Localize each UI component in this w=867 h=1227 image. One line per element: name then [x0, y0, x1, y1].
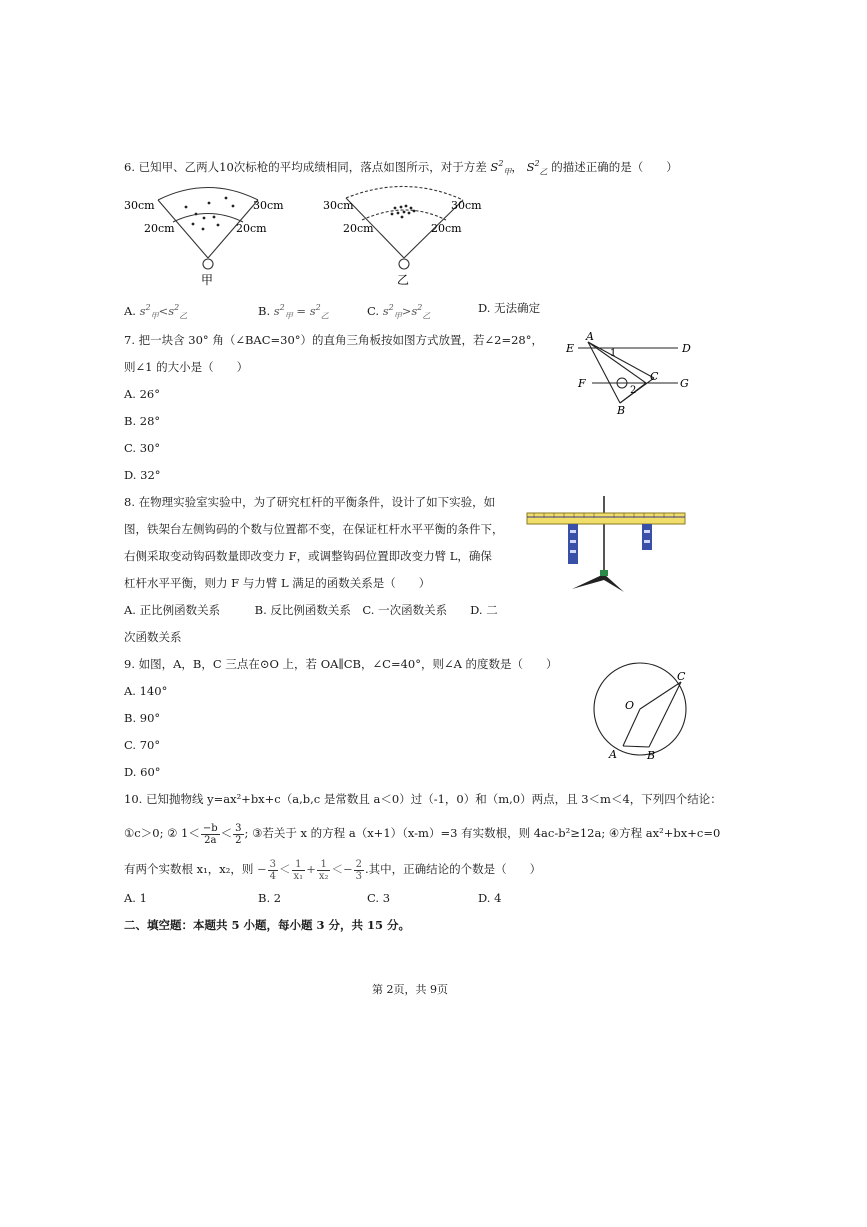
- q7-line1: 7. 把一块含 30° 角（∠BAC=30°）的直角三角板按如图方式放置，若∠2=28°，: [124, 333, 544, 347]
- svg-text:2: 2: [630, 385, 637, 396]
- svg-text:A: A: [609, 748, 617, 761]
- q8-options-cont: 次函数关系: [124, 630, 182, 644]
- q9-circle-figure: [585, 662, 695, 766]
- q6-yi-label: 乙: [397, 273, 410, 287]
- q6-jia-outer-left: 30cm: [124, 199, 155, 212]
- q8-line3: 右侧采取变动钩码数量即改变力 F，或调整钩码位置即改变力臂 L，确保: [124, 549, 492, 563]
- q6-yi-outer-left: 30cm: [323, 199, 354, 212]
- q9-option-c: C. 70°: [124, 738, 161, 752]
- q10-line3: 有两个实数根 x₁，x₂，则 − $\frac{3}{4}$ ＜ $\frac{1}{\text{x₁}}$ + $\frac{1}{\text{x₂}}$ ＜− $\frac{2}{3}$ .其中，正确结论的个数是（ ）: [124, 858, 542, 882]
- svg-text:B: B: [647, 749, 656, 762]
- q7-option-c: C. 30°: [124, 441, 161, 455]
- q9-option-d: D. 60°: [124, 765, 161, 779]
- section-2-heading: 二、填空题：本题共 5 小题，每小题 3 分，共 15 分。: [124, 918, 411, 932]
- q10-option-d: D. 4: [478, 891, 502, 905]
- q10-option-b: B. 2: [258, 891, 282, 905]
- q6-jia-outer-right: 30cm: [253, 199, 284, 212]
- page-footer: 第 2页，共 9页: [372, 983, 448, 996]
- q8-lever-figure: [524, 494, 689, 599]
- q10-option-a: A. 1: [124, 891, 147, 905]
- q8-line4: 杠杆水平平衡，则力 F 与力臂 L 满足的函数关系是（ ）: [124, 576, 431, 590]
- svg-text:C: C: [650, 370, 659, 383]
- svg-text:D: D: [682, 342, 691, 355]
- svg-text:O: O: [625, 699, 635, 712]
- q6-option-a: A. $s^2_甲<s^2_乙$: [124, 303, 188, 321]
- q6-figure-yi: [318, 180, 493, 290]
- q6-figure-jia: [118, 180, 293, 290]
- svg-text:C: C: [677, 670, 686, 683]
- q6-stem-a: 6. 已知甲、乙两人10次标枪的平均成绩相同，落点如图所示，对于方差: [124, 159, 487, 174]
- q6-option-c: C. $s^2_甲>s^2_乙$: [367, 303, 431, 321]
- svg-text:G: G: [680, 377, 689, 390]
- svg-text:A: A: [586, 330, 594, 343]
- q6-stem: 6. 已知甲、乙两人10次标枪的平均成绩相同，落点如图所示，对于方差 $S^2_甲$， $S^2_乙$ 的描述正确的是（ ）: [124, 159, 678, 177]
- q6-variance-jia: $S^2_甲$: [490, 159, 512, 177]
- q10-line1: 10. 已知抛物线 y=ax²+bx+c（a,b,c 是常数且 a＜0）过（-1，0）和（m,0）两点，且 3＜m＜4，下列四个结论：: [124, 792, 722, 806]
- svg-text:B: B: [617, 404, 626, 417]
- svg-text:1: 1: [610, 348, 617, 359]
- q7-option-d: D. 32°: [124, 468, 161, 482]
- svg-text:F: F: [578, 377, 586, 390]
- q8-line1: 8. 在物理实验室实验中，为了研究杠杆的平衡条件，设计了如下实验，如: [124, 495, 496, 509]
- q9-line1: 9. 如图，A，B，C 三点在⊙O 上，若 OA∥CB，∠C=40°，则∠A 的度数是（ ）: [124, 657, 558, 671]
- q6-jia-label: 甲: [201, 273, 214, 287]
- q6-option-b: B. $s^2_甲 = s^2_乙$: [258, 303, 329, 321]
- q10-option-c: C. 3: [367, 891, 391, 905]
- q10-line2: ①c＞0; ② 1＜ $\frac{-b}{2a}$ ＜ $\frac{3}{2}$ ; ③若关于 x 的方程 a（x+1）（x-m）=3 有实数根，则 4ac-b²≥12a; ④方程 ax²+bx+c=0: [124, 822, 721, 846]
- svg-text:E: E: [566, 342, 575, 355]
- q10-frac-neg-b-over-2a: $\frac{-b}{2a}$: [202, 822, 218, 846]
- q7-option-a: A. 26°: [124, 387, 160, 401]
- q6-jia-inner-left: 20cm: [144, 222, 175, 235]
- q6-option-d: D. 无法确定: [478, 301, 541, 315]
- q8-line2: 图，铁架台左侧钩码的个数与位置都不变，在保证杠杆水平平衡的条件下，: [124, 522, 504, 536]
- q9-option-a: A. 140°: [124, 684, 168, 698]
- q6-variance-yi: $S^2_乙$: [526, 159, 548, 177]
- q7-figure: [560, 330, 700, 420]
- q6-yi-outer-right: 30cm: [451, 199, 482, 212]
- q7-option-b: B. 28°: [124, 414, 161, 428]
- q7-line2: 则∠1 的大小是（ ）: [124, 360, 249, 374]
- q9-option-b: B. 90°: [124, 711, 161, 725]
- q6-yi-inner-left: 20cm: [343, 222, 374, 235]
- q6-stem-b: 的描述正确的是（ ）: [551, 159, 678, 174]
- q6-jia-inner-right: 20cm: [236, 222, 267, 235]
- q8-options: A. 正比例函数关系 B. 反比例函数关系 C. 一次函数关系 D. 二: [124, 603, 498, 617]
- q10-frac-3-over-2: $\frac{3}{2}$: [235, 822, 242, 846]
- q6-yi-inner-right: 20cm: [431, 222, 462, 235]
